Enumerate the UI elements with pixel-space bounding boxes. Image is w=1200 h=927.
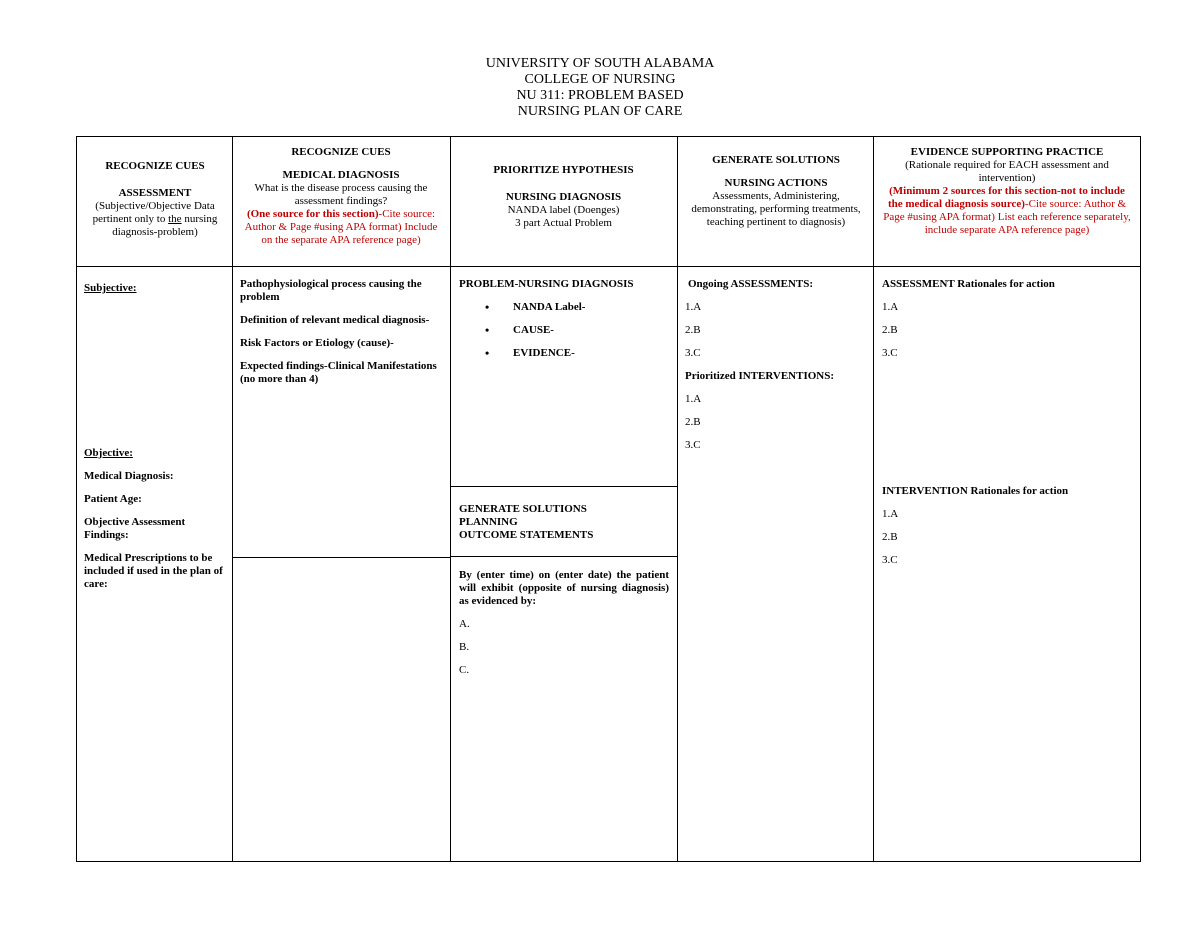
table-border-top bbox=[76, 136, 1141, 137]
intervention-rationale-item: 3.C bbox=[882, 554, 898, 566]
col1-desc-underline: the bbox=[168, 213, 182, 225]
col3-header-diagnosis: NURSING DIAGNOSIS bbox=[505, 191, 622, 203]
col4-body bbox=[685, 278, 869, 462]
bullet-evidence bbox=[459, 347, 671, 360]
assessment-item: 1.A bbox=[685, 301, 702, 313]
intervention-rationales-heading: INTERVENTION Rationales for action bbox=[882, 485, 1069, 497]
col1-header-assessment: ASSESSMENT bbox=[118, 187, 192, 199]
bullet-dot: • bbox=[485, 300, 490, 314]
bullet-nanda-label: NANDA Label- bbox=[513, 301, 586, 313]
col4-header-generate: GENERATE SOLUTIONS bbox=[712, 154, 840, 166]
table-border-right bbox=[1140, 136, 1141, 862]
document-title bbox=[0, 56, 1200, 120]
care-plan-table bbox=[76, 136, 1141, 862]
col5-header-rationale: (Rationale required for EACH assessment and intervention) bbox=[905, 159, 1109, 184]
bullet-cause bbox=[459, 324, 671, 337]
col3-problem bbox=[459, 278, 671, 370]
col1-header-desc bbox=[84, 200, 226, 239]
assessment-rationales-heading: ASSESSMENT Rationales for action bbox=[882, 278, 1055, 290]
intervention-rationale-item: 2.B bbox=[882, 531, 898, 543]
bullet-dot: • bbox=[485, 346, 490, 360]
column-divider-2 bbox=[450, 136, 451, 862]
col5-assessment-rationales bbox=[882, 278, 1132, 360]
col5-header bbox=[882, 146, 1132, 237]
outcome-b: B. bbox=[459, 641, 470, 653]
bullet-nanda bbox=[459, 301, 671, 314]
col3-row-divider-1 bbox=[450, 486, 677, 487]
col2-header-cues: RECOGNIZE CUES bbox=[291, 146, 391, 158]
assessment-item: 2.B bbox=[685, 324, 701, 336]
col3-outcome bbox=[459, 569, 669, 677]
intervention-rationale-item: 1.A bbox=[882, 508, 899, 520]
title-course: NU 311: PROBLEM BASED bbox=[516, 88, 684, 103]
intervention-item: 2.B bbox=[685, 416, 701, 428]
bullet-evidence-label: EVIDENCE- bbox=[513, 347, 575, 359]
subjective-label: Subjective: bbox=[84, 282, 137, 294]
col3-header-problem: 3 part Actual Problem bbox=[515, 217, 612, 229]
ongoing-assessments-heading: Ongoing ASSESSMENTS: bbox=[688, 278, 814, 290]
risk-factors-item: Risk Factors or Etiology (cause)- bbox=[240, 337, 394, 349]
bullet-cause-label: CAUSE- bbox=[513, 324, 554, 336]
planning-outcomes: OUTCOME STATEMENTS bbox=[459, 529, 594, 541]
col5-intervention-rationales bbox=[882, 485, 1132, 567]
col3-header bbox=[458, 164, 669, 230]
title-plan: NURSING PLAN OF CARE bbox=[517, 104, 683, 119]
col5-header-source bbox=[882, 185, 1132, 237]
header-divider bbox=[76, 266, 1141, 267]
col4-header-actions: NURSING ACTIONS bbox=[724, 177, 828, 189]
col5-source-text: -Cite source: Author & Page #using APA format) List each reference separately, include separate APA reference page) bbox=[883, 198, 1131, 236]
col3-header-nanda: NANDA label (Doenges) bbox=[507, 204, 620, 216]
problem-heading: PROBLEM-NURSING DIAGNOSIS bbox=[459, 278, 634, 290]
medical-diagnosis-label: Medical Diagnosis: bbox=[84, 470, 174, 482]
assessment-rationale-item: 2.B bbox=[882, 324, 898, 336]
col5-header-evidence: EVIDENCE SUPPORTING PRACTICE bbox=[910, 146, 1104, 158]
column-divider-1 bbox=[232, 136, 233, 862]
col2-source-text: -Cite source: Author & Page #using APA format) Include on the separate APA reference page) bbox=[244, 208, 438, 246]
title-college: COLLEGE OF NURSING bbox=[524, 72, 676, 87]
planning-generate: GENERATE SOLUTIONS bbox=[459, 503, 587, 515]
col1-desc-part1: (Subjective/Objective Data pertinent only to bbox=[92, 200, 215, 225]
intervention-item: 1.A bbox=[685, 393, 702, 405]
col1-body bbox=[84, 282, 226, 591]
bullet-dot: • bbox=[485, 323, 490, 337]
outcome-a: A. bbox=[459, 618, 470, 630]
title-university: UNIVERSITY OF SOUTH ALABAMA bbox=[485, 56, 715, 71]
col2-body bbox=[240, 278, 444, 386]
col2-header-question: What is the disease process causing the assessment findings? bbox=[254, 182, 428, 207]
definition-item: Definition of relevant medical diagnosis- bbox=[240, 314, 430, 326]
col2-row-divider bbox=[232, 557, 450, 558]
col3-header-prioritize: PRIORITIZE HYPOTHESIS bbox=[493, 164, 634, 176]
col1-header-cues: RECOGNIZE CUES bbox=[105, 160, 205, 172]
col2-header-medical: MEDICAL DIAGNOSIS bbox=[282, 169, 400, 181]
col2-source-bold: (One source for this section) bbox=[246, 208, 379, 220]
col5-source-bold: (Minimum 2 sources for this section-not to include the medical diagnosis source) bbox=[887, 185, 1125, 210]
col2-header-source bbox=[240, 208, 442, 247]
objective-findings-label: Objective Assessment Findings: bbox=[84, 516, 186, 541]
column-divider-4 bbox=[873, 136, 874, 862]
col3-planning bbox=[459, 503, 671, 542]
col4-header bbox=[686, 154, 866, 229]
col1-header bbox=[84, 160, 226, 239]
prescriptions-label: Medical Prescriptions to be included if used in the plan of care: bbox=[84, 552, 223, 590]
table-border-bottom bbox=[76, 861, 1141, 862]
col1-desc-part2: nursing diagnosis-problem) bbox=[112, 213, 218, 238]
assessment-rationale-item: 3.C bbox=[882, 347, 898, 359]
col2-header bbox=[240, 146, 442, 247]
planning-label: PLANNING bbox=[459, 516, 518, 528]
objective-label: Objective: bbox=[84, 447, 133, 459]
column-divider-3 bbox=[677, 136, 678, 862]
outcome-c: C. bbox=[459, 664, 470, 676]
intervention-item: 3.C bbox=[685, 439, 701, 451]
pathophysiology-item: Pathophysiological process causing the problem bbox=[240, 278, 422, 303]
prioritized-interventions-heading: Prioritized INTERVENTIONS: bbox=[685, 370, 835, 382]
outcome-statement: By (enter time) on (enter date) the patient will exhibit (opposite of nursing diagnosis) as evidenced by: bbox=[459, 569, 669, 607]
expected-findings-item: Expected findings-Clinical Manifestations (no more than 4) bbox=[240, 360, 437, 385]
patient-age-label: Patient Age: bbox=[84, 493, 142, 505]
col4-header-desc: Assessments, Administering, demonstrating, performing treatments, teaching pertinent to diagnosis) bbox=[691, 190, 861, 228]
col3-row-divider-2 bbox=[450, 556, 677, 557]
assessment-item: 3.C bbox=[685, 347, 701, 359]
table-border-left bbox=[76, 136, 77, 862]
assessment-rationale-item: 1.A bbox=[882, 301, 899, 313]
